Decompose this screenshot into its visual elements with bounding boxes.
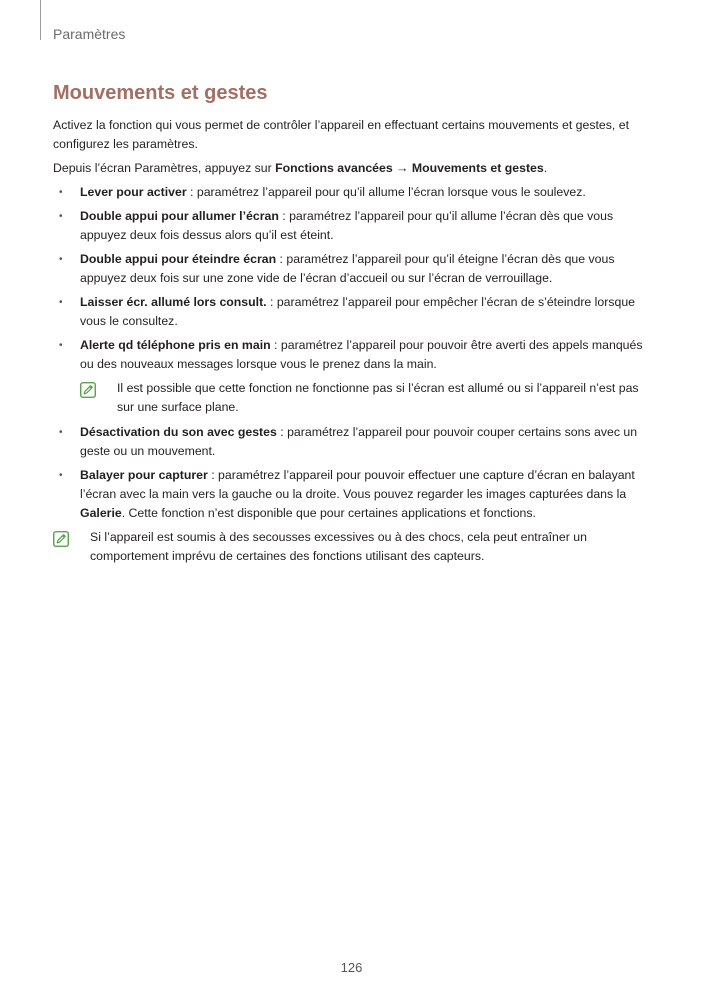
main-note <box>53 528 645 566</box>
feature-description: : paramétrez l’appareil pour pouvoir couper certains sons avec un geste ou un mouvement. <box>80 425 638 458</box>
feature-term: Alerte qd téléphone pris en main <box>80 338 271 352</box>
section-title: Mouvements et gestes <box>53 82 268 104</box>
feature-description: : paramétrez l’appareil pour pouvoir être averti des appels manqués ou des nouveaux messages lorsque vous le prenez dans la main. <box>80 338 643 371</box>
header-rule <box>40 0 41 40</box>
feature-description: : paramétrez l’appareil pour pouvoir effectuer une capture d’écran en balayant l’écran avec la main vers la gauche ou la droite. Vous pouvez regarder les images capturées dans la <box>80 468 635 501</box>
list-item <box>53 250 645 288</box>
list-item <box>53 423 645 461</box>
feature-term: Lever pour activer <box>80 185 187 199</box>
feature-description: : paramétrez l’appareil pour empêcher l’écran de s’éteindre lorsque vous le consultez. <box>80 295 636 328</box>
path-item-fonctions-avancees: Fonctions avancées <box>275 161 393 175</box>
navigation-path: Depuis l’écran Paramètres, appuyez sur Fonctions avancées → Mouvements et gestes. <box>53 161 548 175</box>
intro-paragraph: Activez la fonction qui vous permet de contrôler l’appareil en effectuant certains mouvements et gestes, et configurez les paramètres. <box>53 118 629 151</box>
list-item <box>53 336 645 374</box>
feature-list-continued <box>53 423 645 523</box>
list-item <box>53 293 645 331</box>
note-text: Il est possible que cette fonction ne fonctionne pas si l’écran est allumé ou si l’appareil n’est pas sur une surface plane. <box>117 381 639 414</box>
note-text: Si l’appareil est soumis à des secousses excessives ou à des chocs, cela peut entraîner un comportement imprévu de certaines des fonctions utilisant des capteurs. <box>90 530 587 563</box>
note-pencil-icon <box>53 531 69 547</box>
feature-term: Laisser écr. allumé lors consult. <box>80 295 267 309</box>
note-pencil-icon <box>80 382 96 398</box>
list-item <box>53 207 645 245</box>
feature-description: : paramétrez l’appareil pour qu’il allume l’écran lorsque vous le soulevez. <box>186 185 586 199</box>
page-number: 126 <box>340 960 363 975</box>
header-title: Paramètres <box>53 26 126 42</box>
path-item-mouvements-et-gestes: Mouvements et gestes <box>411 161 544 175</box>
feature-term: Désactivation du son avec gestes <box>80 425 277 439</box>
galerie-term: Galerie <box>80 506 122 520</box>
feature-term: Balayer pour capturer <box>80 468 208 482</box>
feature-description: : paramétrez l’appareil pour qu’il éteigne l’écran dès que vous appuyez deux fois sur une zone vide de l’écran d’accueil ou sur l’écran de verrouillage. <box>80 252 615 285</box>
list-item <box>53 183 645 202</box>
inner-note <box>80 379 645 417</box>
feature-term: Double appui pour éteindre écran <box>80 252 277 266</box>
section-content <box>53 116 645 572</box>
feature-description: : paramétrez l’appareil pour qu’il allume l’écran dès que vous appuyez deux fois dessus alors qu’il est éteint. <box>80 209 614 242</box>
feature-description-end: . Cette fonction n’est disponible que pour certaines applications et fonctions. <box>121 506 536 520</box>
feature-list <box>53 183 645 374</box>
feature-term: Double appui pour allumer l’écran <box>80 209 279 223</box>
list-item <box>53 466 645 523</box>
